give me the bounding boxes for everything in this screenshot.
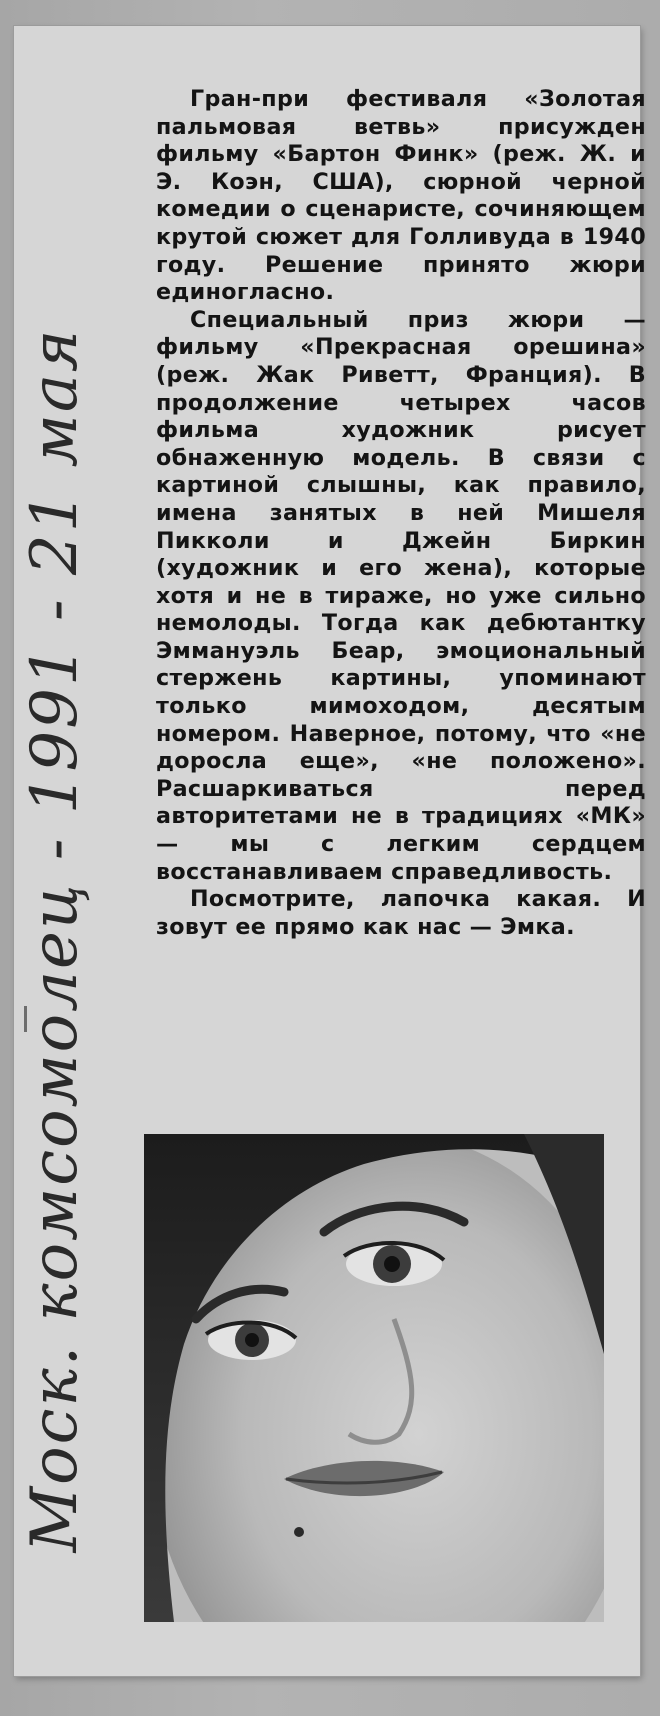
newspaper-clipping	[14, 26, 646, 1676]
handwritten-source-note: Моск. комсомолец - 1991 - 21 мая	[18, 327, 92, 1553]
paragraph-special-prize: Специальный приз жюри — фильму «Прекрасная орешина» (реж. Жак Риветт, Франция). В продолжение четырех часов фильма художник рисует обнаженную модель. В связи с картиной слышны, как правило, имена занятых в ней Мишеля Пикколи и Джейн Биркин (художник и его жена), которые хотя и не в тираже, но уже сильно немолоды. Тогда как дебютантку Эммануэль Беар, эмоциональный стержень картины, упоминают только мимоходом, десятым номером. Наверное, потому, что «не доросла еще», «не положено». Расшаркиваться перед авторитетами не в традициях «МК» — мы с легким сердцем восстанавливаем справедливость.	[156, 306, 646, 885]
article-text	[156, 86, 646, 941]
paragraph-closing: Посмотрите, лапочка какая. И зовут ее прямо как нас — Эмка.	[156, 886, 646, 940]
portrait-photo	[144, 1134, 604, 1622]
paragraph-grand-prix: Гран-при фестиваля «Золотая пальмовая ветвь» присужден фильму «Бартон Финк» (реж. Ж. и Э. Коэн, США), сюрной черной комедии о сценаристе, сочиняющем крутой сюжет для Голливуда в 1940 году. Решение принято жюри единогласно.	[156, 86, 646, 306]
